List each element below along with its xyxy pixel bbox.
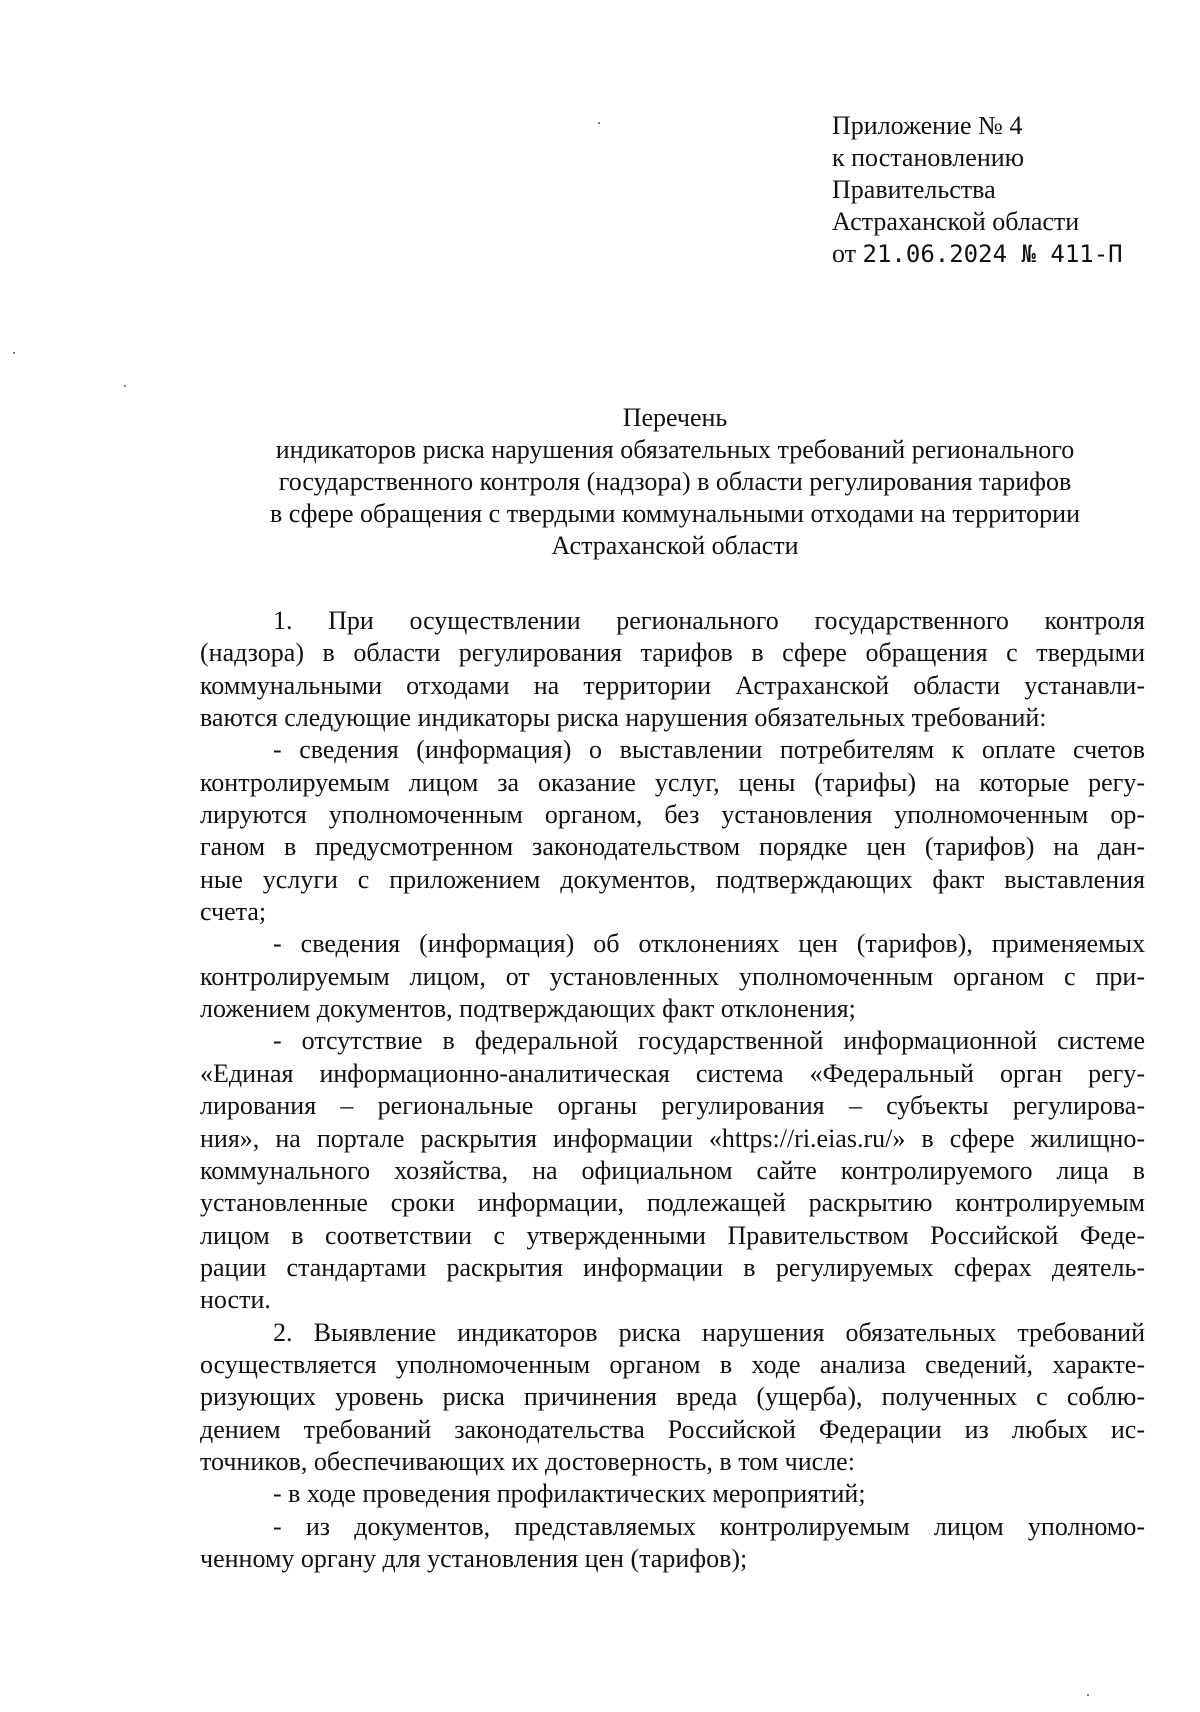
scan-speck <box>13 352 15 354</box>
title-heading: Перечень <box>622 403 728 432</box>
annex-number: Приложение № 4 <box>832 111 1023 140</box>
document-body <box>200 605 1145 1575</box>
text-line: ченному органу для установления цен (тарифов); <box>200 1543 748 1573</box>
text-line: контролируемым лицом за оказание услуг, цены (тарифы) на которые регу- <box>200 767 1145 797</box>
text-line: ложением документов, подтверждающих факт отклонения; <box>200 994 856 1024</box>
text-line: контролируемым лицом, от установленных уполномоченным органом с при- <box>200 961 1145 991</box>
text-line: ности. <box>200 1285 271 1315</box>
text-line: - отсутствие в федеральной государственной информационной системе <box>273 1026 1145 1056</box>
annex-block <box>832 110 1162 270</box>
text-line: «Единая информационно-аналитическая система «Федеральный орган регу- <box>200 1058 1145 1088</box>
text-line: коммунального хозяйства, на официальном сайте контролируемого лица в <box>200 1155 1145 1185</box>
text-line: точников, обеспечивающих их достоверность, в том числе: <box>200 1446 855 1476</box>
text-line: лируются уполномоченным органом, без установления уполномоченным ор- <box>200 800 1145 830</box>
scan-speck <box>1087 1694 1089 1696</box>
annex-date-line <box>832 238 1162 270</box>
text-line: - сведения (информация) о выставлении потребителям к оплате счетов <box>273 735 1145 765</box>
text-line: установленные сроки информации, подлежащей раскрытию контролируемым <box>200 1188 1145 1218</box>
text-line: - из документов, представляемых контролируемым лицом уполномо- <box>273 1511 1145 1541</box>
text-line: 2. Выявление индикаторов риска нарушения обязательных требований <box>273 1317 1145 1347</box>
scan-speck <box>124 385 126 387</box>
document-title <box>200 402 1150 562</box>
annex-date-prefix: от <box>832 239 863 268</box>
text-line: ния», на портале раскрытия информации «https://ri.eias.ru/» в сфере жилищно- <box>200 1123 1145 1153</box>
title-line: индикаторов риска нарушения обязательных требований регионального <box>275 435 1075 464</box>
text-line: лирования – региональные органы регулирования – субъекты регулирова- <box>200 1091 1145 1121</box>
text-line: счета; <box>200 897 267 927</box>
annex-region: Астраханской области <box>832 207 1080 236</box>
text-line: 1. При осуществлении регионального государственного контроля <box>273 606 1145 635</box>
annex-date-stamp: 21.06.2024 № 411-П <box>862 240 1123 268</box>
text-line: дением требований законодательства Российской Федерации из любых ис- <box>200 1414 1145 1444</box>
text-line: - сведения (информация) об отклонениях цен (тарифов), применяемых <box>273 929 1145 959</box>
title-line: Астраханской области <box>551 531 799 560</box>
text-line: ваются следующие индикаторы риска нарушения обязательных требований: <box>200 703 1047 733</box>
text-line: рации стандартами раскрытия информации в регулируемых сферах деятель- <box>200 1252 1145 1282</box>
text-line: лицом в соответствии с утвержденными Правительством Российской Феде- <box>200 1220 1145 1250</box>
text-line: (надзора) в области регулирования тарифов в сфере обращения с твердыми <box>200 638 1145 668</box>
annex-authority: Правительства <box>832 175 996 204</box>
text-line: коммунальными отходами на территории Астраханской области устанавли- <box>200 670 1145 700</box>
text-line: осуществляется уполномоченным органом в ходе анализа сведений, характе- <box>200 1349 1145 1379</box>
title-line: государственного контроля (надзора) в области регулирования тарифов <box>278 467 1072 496</box>
text-line: - в ходе проведения профилактических мероприятий; <box>273 1479 866 1509</box>
text-line: ные услуги с приложением документов, подтверждающих факт выставления <box>200 864 1145 894</box>
annex-reference: к постановлению <box>832 143 1025 172</box>
text-line: ризующих уровень риска причинения вреда (ущерба), полученных с соблю- <box>200 1382 1145 1412</box>
text-line: ганом в предусмотренном законодательством порядке цен (тарифов) на дан- <box>200 832 1145 862</box>
scan-speck <box>598 122 600 124</box>
title-line: в сфере обращения с твердыми коммунальными отходами на территории <box>270 499 1080 528</box>
